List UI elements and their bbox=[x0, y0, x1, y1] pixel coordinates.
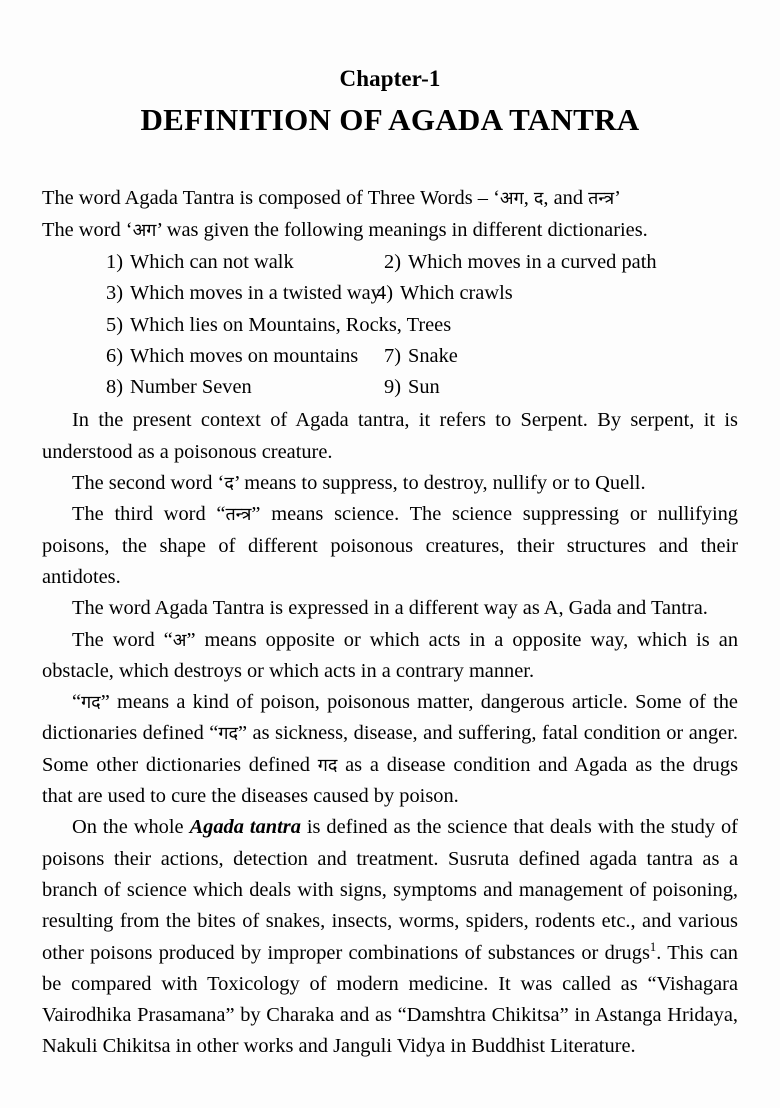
gada-text-3: as a disease condition and Agada as the drugs that are used to cure the diseases caused by poison. bbox=[42, 753, 739, 808]
meaning-7 bbox=[384, 341, 458, 372]
intro-text-before: The word Agada Tantra is composed of Three Words – ‘ bbox=[42, 187, 500, 210]
devanagari-a: अ bbox=[172, 629, 187, 651]
a-meaning-before: The word “ bbox=[72, 628, 173, 651]
meaning-7-number: 7) bbox=[384, 344, 401, 367]
meaning-8 bbox=[106, 372, 384, 403]
meaning-5 bbox=[106, 310, 451, 341]
devanagari-gada-3: गद bbox=[317, 754, 338, 776]
meaning-3-number: 3) bbox=[106, 282, 123, 305]
meaning-4-number: 4) bbox=[376, 282, 393, 305]
devanagari-tantra-2: तन्त्र bbox=[225, 504, 252, 526]
gada-text-1: ” means a kind of poison, poisonous matter, dangerous article. Some of the dictionaries defined “ bbox=[42, 691, 738, 745]
meaning-2-text: Which moves in a curved path bbox=[408, 250, 657, 273]
devanagari-tantra: तन्त्र bbox=[588, 188, 615, 210]
a-meaning-after: ” means opposite or which acts in a opposite way, which is an obstacle, which destroys or which acts in a contrary manner. bbox=[42, 628, 739, 682]
agada-tantra-emphasis: Agada tantra bbox=[189, 816, 301, 839]
meaning-9-number: 9) bbox=[384, 376, 401, 399]
paragraph-third-word bbox=[42, 499, 738, 593]
meaning-4-text: Which crawls bbox=[400, 282, 513, 305]
intro-line-2 bbox=[42, 215, 738, 246]
paragraph-gada-meaning bbox=[42, 687, 738, 812]
list-item bbox=[42, 310, 738, 341]
meaning-3 bbox=[106, 278, 381, 309]
meaning-1-text: Which can not walk bbox=[130, 250, 294, 273]
paragraph-on-the-whole bbox=[42, 812, 738, 1062]
intro2-before: The word ‘ bbox=[42, 218, 133, 241]
meaning-1 bbox=[106, 247, 384, 278]
whole-mid: is defined as the science that deals with the study of poisons their actions, detection and treatment. Susruta defined agada tantra as a branch of science which deals with signs, symptoms and management of poisoning, resulting from the bites of snakes, insects, worms, spiders, rodents etc., and various other poisons produced by improper combinations of substances or drugs bbox=[42, 816, 738, 964]
meaning-7-text: Snake bbox=[408, 344, 458, 367]
paragraph-second-word bbox=[42, 468, 738, 499]
intro-sep-2: , and bbox=[543, 187, 589, 210]
meaning-2-number: 2) bbox=[384, 250, 401, 273]
devanagari-aga: अग bbox=[499, 188, 524, 210]
third-word-after: ” means science. The science suppressing or nullifying poisons, the shape of different poisonous creatures, their structures and their antidotes. bbox=[42, 503, 738, 588]
meaning-9-text: Sun bbox=[408, 376, 440, 399]
footnote-marker: 1 bbox=[649, 939, 657, 954]
second-word-before: The second word ‘ bbox=[72, 472, 225, 495]
devanagari-gada-1: गद bbox=[81, 692, 101, 714]
paragraph-expressed: The word Agada Tantra is expressed in a different way as A, Gada and Tantra. bbox=[72, 597, 708, 620]
meaning-6 bbox=[106, 341, 384, 372]
paragraph-serpent: In the present context of Agada tantra, it refers to Serpent. By serpent, it is understood as a poisonous creature. bbox=[42, 409, 738, 463]
meaning-3-text: Which moves in a twisted way bbox=[130, 282, 381, 305]
meaning-8-number: 8) bbox=[106, 376, 123, 399]
second-word-after: ’ means to suppress, to destroy, nullify or to Quell. bbox=[233, 472, 646, 495]
whole-before: On the whole bbox=[72, 816, 190, 839]
devanagari-gada-2: गद bbox=[218, 723, 238, 745]
whole-after: . This can be compared with Toxicology of modern medicine. It was called as “Vishagara Vairodhika Prasamana” by Charaka and as “Damshtra Chikitsa” in Astanga Hridaya, Nakuli Chikitsa in other works and Janguli Vidya in Buddhist Literature. bbox=[42, 941, 738, 1058]
meaning-5-text: Which lies on Mountains, Rocks, Trees bbox=[130, 313, 452, 336]
meaning-1-number: 1) bbox=[106, 250, 123, 273]
meaning-6-number: 6) bbox=[106, 344, 123, 367]
meaning-6-text: Which moves on mountains bbox=[130, 344, 359, 367]
devanagari-da: द bbox=[533, 188, 544, 210]
intro-quote-close: ’ bbox=[614, 187, 621, 210]
gada-text-2: ” as sickness, disease, and suffering, fatal condition or anger. Some other dictionaries defined bbox=[42, 722, 738, 776]
list-item bbox=[42, 341, 738, 372]
third-word-before: The third word “ bbox=[72, 503, 226, 526]
chapter-label: Chapter-1 bbox=[339, 66, 441, 91]
meaning-4 bbox=[376, 278, 513, 309]
devanagari-aga-2: अग bbox=[132, 219, 157, 241]
devanagari-da-2: द bbox=[224, 473, 234, 495]
list-item bbox=[42, 372, 738, 403]
intro-sep-1: , bbox=[523, 187, 534, 210]
meaning-5-number: 5) bbox=[106, 313, 123, 336]
intro-line-1 bbox=[42, 183, 738, 214]
list-item bbox=[42, 278, 738, 309]
meaning-9 bbox=[384, 372, 440, 403]
paragraph-a-meaning bbox=[42, 625, 738, 688]
gada-quote-open: “ bbox=[72, 691, 82, 714]
intro2-after: ’ was given the following meanings in different dictionaries. bbox=[156, 218, 648, 241]
list-item bbox=[42, 247, 738, 278]
meanings-list bbox=[42, 247, 738, 403]
page-content bbox=[42, 66, 738, 1063]
meaning-2 bbox=[384, 247, 657, 278]
meaning-8-text: Number Seven bbox=[130, 376, 252, 399]
page-title: DEFINITION OF AGADA TANTRA bbox=[140, 102, 640, 138]
